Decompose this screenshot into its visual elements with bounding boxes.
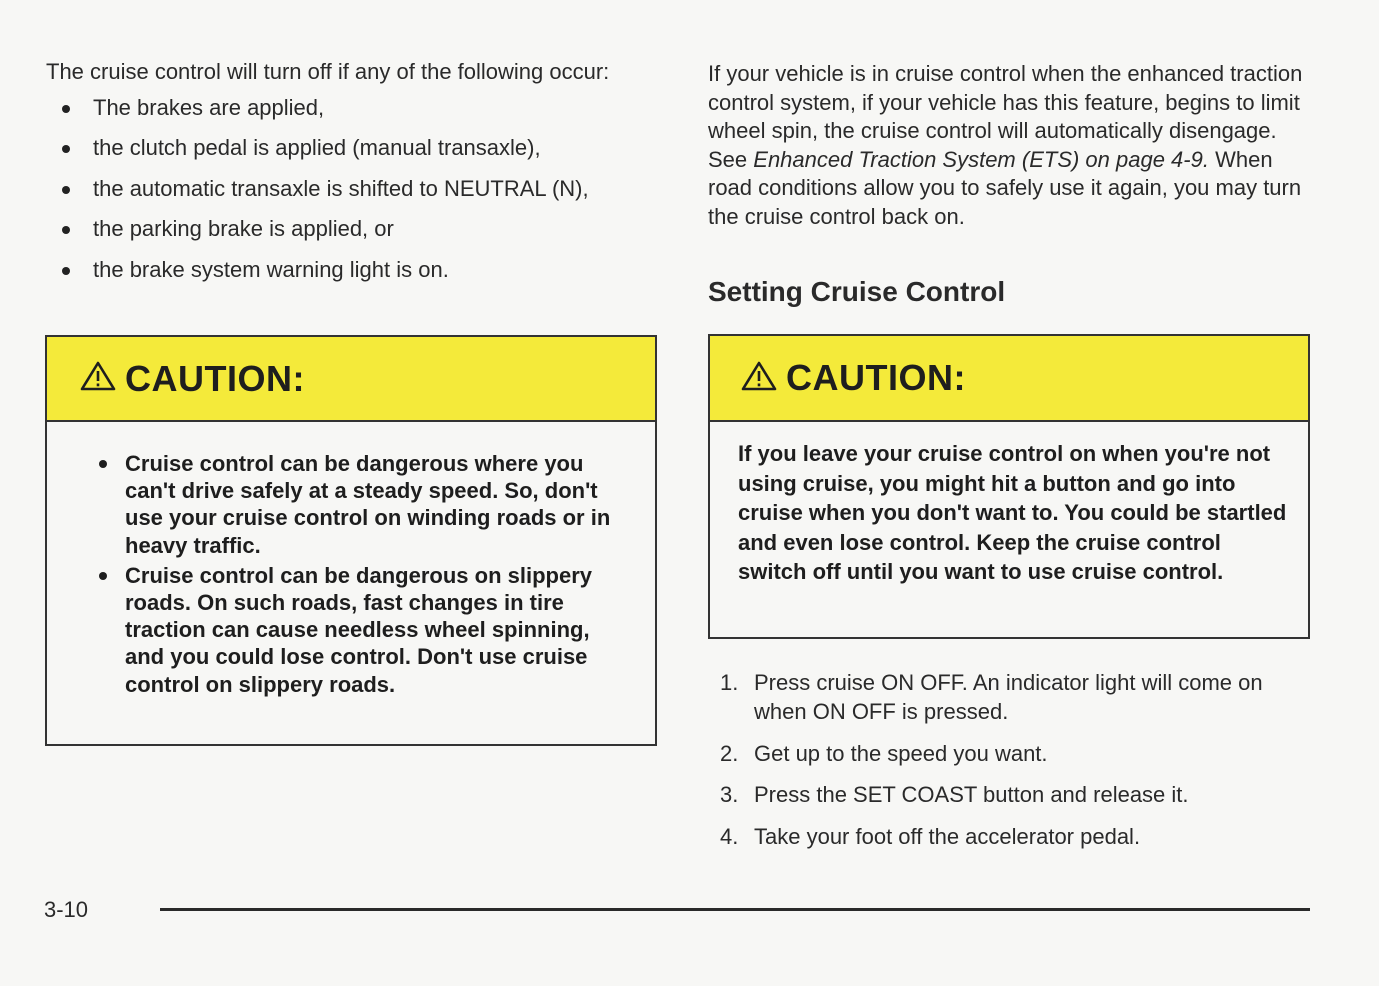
list-item: 1. Press cruise ON OFF. An indicator light will come on when ON OFF is pressed. [720,670,1263,724]
list-item: the clutch pedal is applied (manual transaxle), [46,134,658,162]
footer-divider [160,908,1310,911]
caution-box-right [708,334,1310,639]
caution-box-left [45,335,657,746]
bullet-icon [62,267,70,275]
page-reference: Enhanced Traction System (ETS) on page 4-9. [753,146,1209,172]
list-item: the automatic transaxle is shifted to NEUTRAL (N), [46,175,658,203]
page-number: 3-10 [44,897,89,922]
caution-header [710,336,1308,422]
step-number: 1. [720,670,739,695]
caution-header [47,337,655,422]
caution-title: CAUTION: [786,357,966,398]
list-item: 3. Press the SET COAST button and release it. [720,782,1189,807]
setting-steps-list [720,668,1310,863]
list-item: The brakes are applied, [46,94,658,122]
bullet-icon [62,186,70,194]
bullet-icon [62,105,70,113]
traction-control-paragraph: If your vehicle is in cruise control when the enhanced traction control system, if your vehicle has this feature, begins to limit wheel spin, the cruise control will automatically disengage. See Enhanced Traction System (ETS) on page 4-9. When road conditions allow you to safely use it again, you may turn the cruise control back on. [708,61,1303,229]
list-item: Cruise control can be dangerous where you can't drive safely at a steady speed. So, don't use your cruise control on winding roads or in heavy traffic. [125,450,625,559]
caution-title: CAUTION: [125,357,305,399]
list-item: Cruise control can be dangerous on slippery roads. On such roads, fast changes in tire traction can cause needless wheel spinning, and you could lose control. Don't use cruise control on slippery roads. [125,562,625,698]
caution-body [47,422,655,698]
bullet-icon [62,145,70,153]
step-number: 2. [720,740,739,766]
section-heading: Setting Cruise Control [708,276,1006,307]
step-number: 3. [720,782,739,807]
caution-body: If you leave your cruise control on when you're not using cruise, you might hit a button and go into cruise when you don't want to. You could be startled and even lose control. Keep the cruise control switch off until you want to use cruise control. [738,441,1287,585]
bullet-icon [99,572,107,580]
list-item: 2. Get up to the speed you want. [720,740,1048,766]
list-item: the brake system warning light is on. [46,256,658,284]
right-column [708,60,1310,231]
cruise-off-conditions-list [46,94,658,284]
cruise-off-intro: The cruise control will turn off if any of the following occur: [46,59,610,84]
list-item: the parking brake is applied, or [46,215,658,243]
warning-triangle-icon [740,360,778,397]
bullet-icon [62,226,70,234]
warning-triangle-icon [79,360,117,397]
list-item: 4. Take your foot off the accelerator pedal. [720,823,1141,849]
step-number: 4. [720,823,739,849]
bullet-icon [99,460,107,468]
left-column [46,58,658,296]
